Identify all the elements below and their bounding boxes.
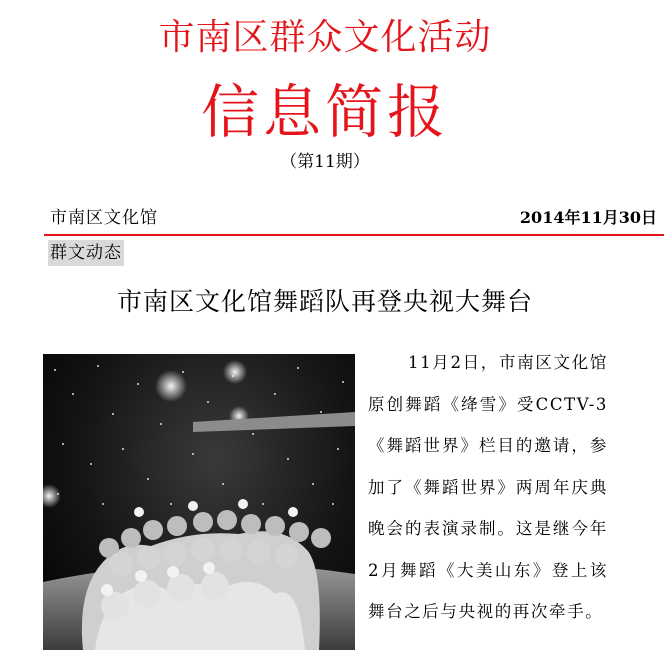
publisher-name: 市南区文化馆	[50, 208, 158, 228]
article-body: 11月2日，市南区文化馆原创舞蹈《绛雪》受CCTV-3《舞蹈世界》栏目的邀请，参加了《舞蹈世界》两周年庆典晚会的表演录制。这是继今年2月舞蹈《大美山东》登上该舞台之后与央视的再次牵手。	[368, 353, 608, 621]
issue-number: （第11期）	[280, 152, 370, 172]
org-title: 市南区群众文化活动	[158, 17, 492, 58]
starlight-backdrop	[54, 365, 344, 505]
article-title: 市南区文化馆舞蹈队再登央视大舞台	[116, 287, 533, 316]
publish-date: 2014年11月30日	[519, 208, 657, 227]
section-tag: 群文动态	[48, 240, 124, 266]
dance-troupe-photo	[43, 354, 355, 650]
dancers-group	[82, 499, 331, 650]
header-divider	[44, 234, 664, 236]
bulletin-title: 信息简报	[200, 78, 449, 146]
